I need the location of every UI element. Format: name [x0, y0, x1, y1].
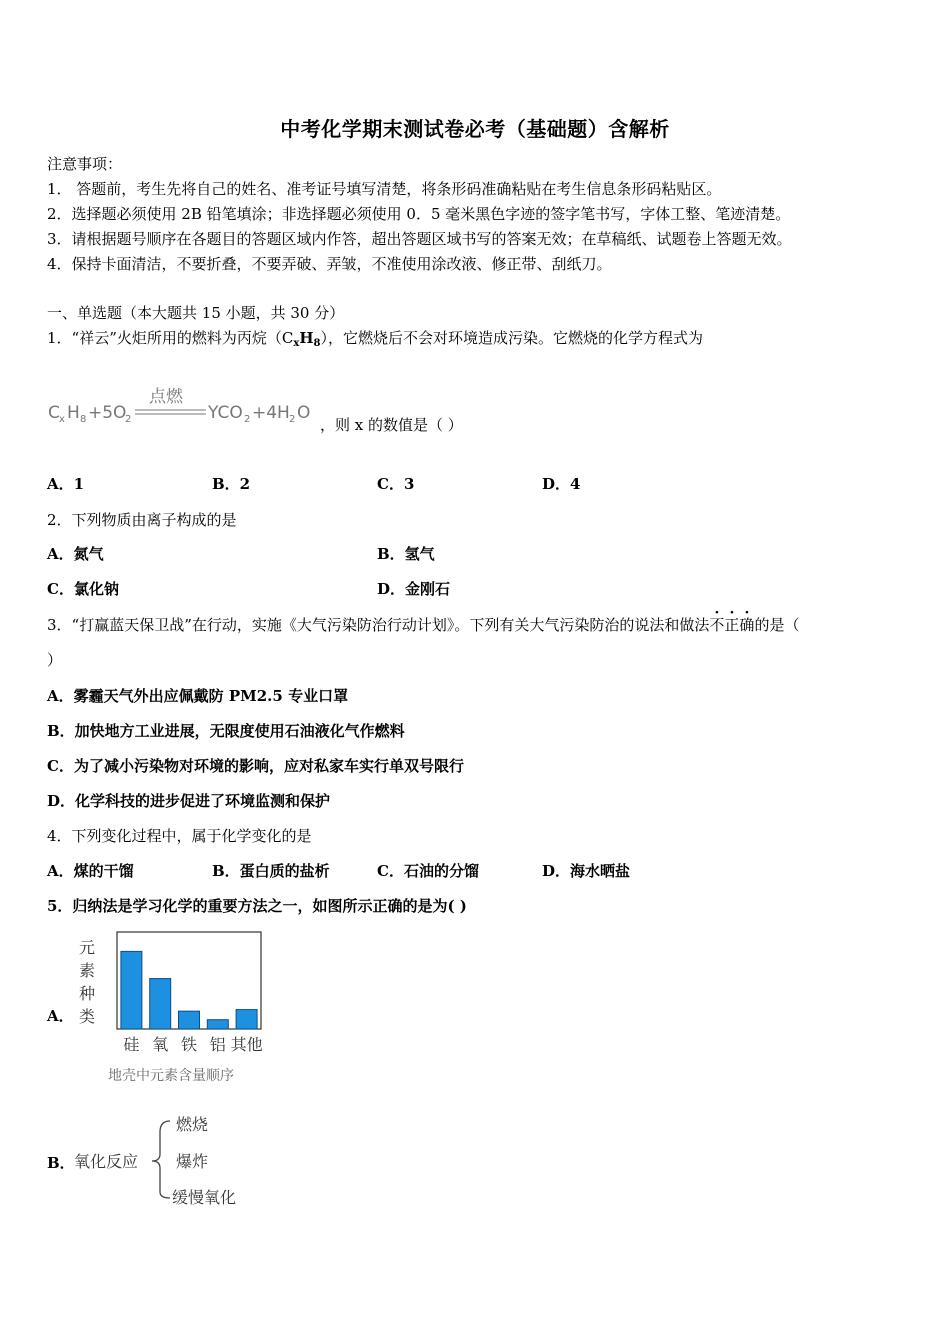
question-3-stem-end: ） [47, 651, 63, 669]
option-c[interactable]: C．氯化钠 [47, 580, 119, 598]
notice-heading: 注意事项： [47, 155, 123, 173]
option-b[interactable]: B． [47, 1154, 75, 1172]
option-c[interactable]: C．3 [377, 475, 415, 493]
svg-text:8: 8 [80, 414, 87, 425]
svg-text:x: x [59, 414, 65, 425]
question-3-stem: 3．“打赢蓝天保卫战”在行动，实施《大气污染防治行动计划》。下列有关大气污染防治的说法和做法不正确的是（ [47, 616, 800, 634]
bar-硅 [121, 951, 142, 1029]
svg-text:点燃: 点燃 [149, 387, 183, 407]
question-2-stem: 2．下列物质由离子构成的是 [47, 511, 237, 529]
option-d[interactable]: D．4 [542, 475, 581, 493]
diagram-branch: 爆炸 [176, 1152, 209, 1171]
chemical-equation [48, 382, 328, 432]
svg-text:2: 2 [125, 414, 132, 425]
question-1-stem: 1．“祥云”火炬所用的燃料为丙烷$(C_xH_8)$，它燃烧后不会对环境造成污染。它燃烧的化学方程式为 [47, 329, 703, 349]
x-tick-label: 氧 [152, 1035, 169, 1054]
option-b[interactable]: B．蛋白质的盐析 [212, 862, 330, 880]
option-a[interactable]: A．1 [47, 475, 85, 493]
option-b[interactable]: B．加快地方工业进展，无限度使用石油液化气作燃料 [47, 722, 405, 740]
svg-text:H: H [67, 403, 80, 423]
notice-item: 4．保持卡面清洁，不要折叠，不要弄破、弄皱，不准使用涂改液、修正带、刮纸刀。 [47, 255, 612, 273]
section-heading: 一、单选题（本大题共 15 小题，共 30 分） [47, 304, 345, 322]
diagram-branch: 缓慢氧化 [172, 1188, 237, 1207]
reaction-classification-diagram [72, 1108, 252, 1213]
option-d[interactable]: D．化学科技的进步促进了环境监测和保护 [47, 792, 331, 810]
question-4-stem: 4．下列变化过程中，属于化学变化的是 [47, 827, 312, 845]
y-axis-label-char: 类 [79, 1007, 96, 1026]
option-a[interactable]: A． [47, 1007, 74, 1025]
svg-text:2: 2 [244, 414, 251, 425]
emphasis-char: 正 [724, 616, 740, 634]
x-tick-label: 铝 [209, 1035, 226, 1054]
y-axis-label-char: 元 [79, 938, 96, 957]
svg-text:2: 2 [289, 414, 296, 425]
notice-item: 2．选择题必须使用 2B 铅笔填涂；非选择题必须使用 0．5 毫米黑色字迹的签字笔书写，字体工整、笔迹清楚。 [47, 205, 791, 223]
bar-其他 [236, 1010, 257, 1029]
bar-铝 [207, 1020, 228, 1029]
bar-氧 [150, 979, 171, 1029]
option-d[interactable]: D．金刚石 [377, 580, 451, 598]
svg-text:C: C [48, 403, 60, 423]
option-a[interactable]: A．雾霾天气外出应佩戴防 PM2.5 专业口罩 [47, 687, 349, 705]
x-tick-label: 铁 [180, 1035, 198, 1054]
x-tick-label: 硅 [123, 1035, 140, 1054]
option-b[interactable]: B．氢气 [377, 545, 435, 563]
y-axis-label-char: 素 [79, 961, 96, 980]
option-b[interactable]: B．2 [212, 475, 251, 493]
option-c[interactable]: C．石油的分馏 [377, 862, 479, 880]
svg-text:YCO: YCO [208, 403, 243, 423]
diagram-root: 氧化反应 [74, 1152, 139, 1171]
option-a[interactable]: A．煤的干馏 [47, 862, 134, 880]
question-5-stem: 5．归纳法是学习化学的重要方法之一，如图所示正确的是为( ) [47, 897, 467, 915]
x-tick-label: 其他 [230, 1035, 263, 1054]
diagram-branch: 燃烧 [176, 1115, 209, 1134]
option-c[interactable]: C．为了减小污染物对环境的影响，应对私家车实行单双号限行 [47, 757, 464, 775]
svg-text:O: O [297, 403, 311, 423]
emphasis-char: 确 [739, 616, 755, 634]
option-d[interactable]: D．海水晒盐 [542, 862, 631, 880]
bar-铁 [179, 1011, 200, 1029]
brace [152, 1121, 170, 1198]
notice-item: 3．请根据题号顺序在各题目的答题区域内作答，超出答题区域书写的答案无效；在草稿纸、试题卷上答题无效。 [47, 230, 792, 248]
x-axis-label: 地壳中元素含量顺序 [108, 1068, 234, 1084]
y-axis-label-char: 种 [79, 984, 96, 1003]
question-1-tail: ，则 x 的数值是（ ） [320, 416, 463, 434]
page-title: 中考化学期末测试卷必考（基础题）含解析 [280, 117, 670, 141]
option-a[interactable]: A．氮气 [47, 545, 104, 563]
svg-text:+4H: +4H [252, 403, 290, 423]
bar-chart [70, 928, 290, 1090]
svg-text:+5O: +5O [88, 403, 127, 423]
emphasis-char: 不 [709, 616, 725, 634]
notice-item: 1． 答题前，考生先将自己的姓名、准考证号填写清楚，将条形码准确粘贴在考生信息条形码粘贴区。 [47, 180, 722, 198]
